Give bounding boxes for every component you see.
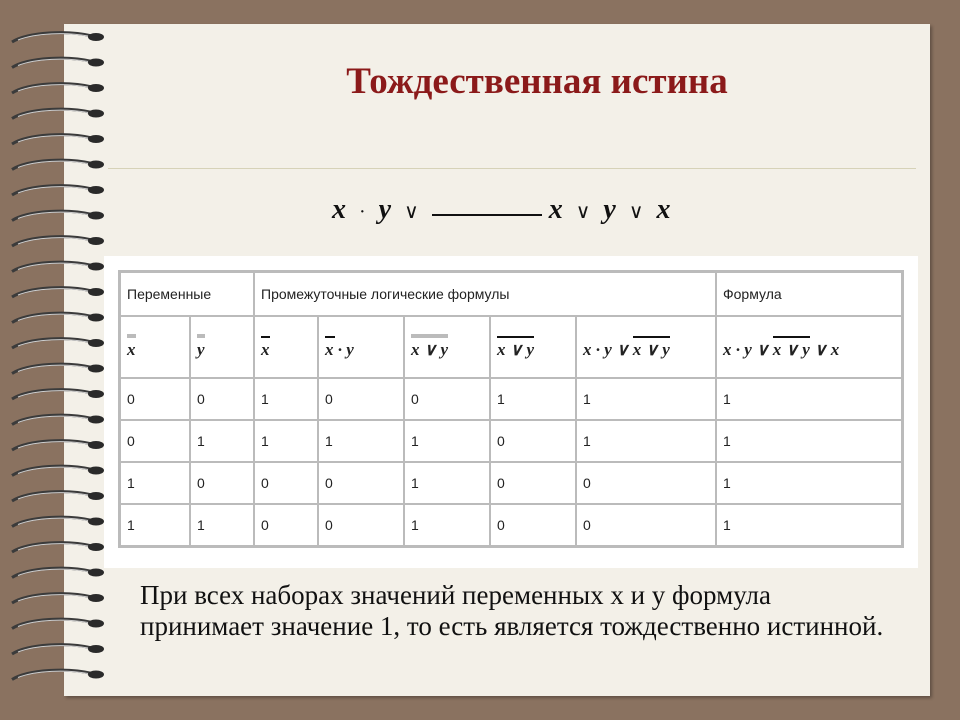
- truth-table-box: [104, 256, 918, 568]
- spiral-hole: [88, 569, 104, 577]
- spiral-hole: [88, 620, 104, 628]
- spiral-hole: [88, 84, 104, 92]
- negation-bar: [432, 214, 542, 216]
- table-row: 1 0 0 0 1 0 0 1: [120, 462, 902, 504]
- formula-cell-not-x-and-y: x · y: [318, 316, 404, 378]
- spiral-hole: [88, 110, 104, 118]
- formula-or1: ∨: [404, 201, 419, 223]
- spiral-hole: [88, 365, 104, 373]
- spiral-hole: [88, 33, 104, 41]
- formula-or2: ∨: [575, 201, 591, 223]
- table-row: 0 0 1 0 0 1 1 1: [120, 378, 902, 420]
- divider: [108, 168, 916, 169]
- table-row: 1 1 0 0 1 0 0 1: [120, 504, 902, 546]
- formula-cell-y: y: [190, 316, 254, 378]
- formula-y2: y: [603, 194, 616, 225]
- spiral-hole: [88, 161, 104, 169]
- spiral-hole: [88, 263, 104, 271]
- spiral-hole: [88, 339, 104, 347]
- spiral-hole: [88, 288, 104, 296]
- formula-cell-final: x · y ∨ x ∨ y ∨ x: [716, 316, 902, 378]
- header-intermediate: Промежуточные логические формулы: [254, 272, 716, 316]
- spiral-hole: [88, 467, 104, 475]
- formula-y1: y: [378, 194, 392, 225]
- spiral-hole: [88, 416, 104, 424]
- formula-cell-x-or-y: x ∨ y: [404, 316, 490, 378]
- spiral-hole: [88, 645, 104, 653]
- spiral-hole: [88, 314, 104, 322]
- spiral-hole: [88, 390, 104, 398]
- spiral-hole: [88, 59, 104, 67]
- spiral-hole: [88, 237, 104, 245]
- formula-cell-not-x-or-y: x ∨ y: [490, 316, 576, 378]
- header-formula: Формула: [716, 272, 902, 316]
- spiral-hole: [88, 594, 104, 602]
- header-variables: Переменные: [120, 272, 254, 316]
- spiral-hole: [88, 135, 104, 143]
- formula-x1: x: [332, 194, 346, 225]
- notebook-spiral: [8, 26, 118, 706]
- spiral-hole: [88, 543, 104, 551]
- spiral-hole: [88, 441, 104, 449]
- formula-x2: x: [548, 194, 563, 225]
- formula-cell-combined: x · y ∨ x ∨ y: [576, 316, 716, 378]
- spiral-hole: [88, 186, 104, 194]
- slide-title: Тождественная истина: [346, 61, 728, 102]
- table-row: 0 1 1 1 1 0 1 1: [120, 420, 902, 462]
- truth-table: [118, 270, 904, 548]
- formula-cell-x: x: [120, 316, 190, 378]
- conclusion-text: При всех наборах значений переменных х и у формула принимает значение 1, то есть является тождественно истинной.: [140, 580, 884, 641]
- spiral-hole: [88, 212, 104, 220]
- formula-x3: x: [656, 194, 671, 225]
- spiral-hole: [88, 671, 104, 679]
- formula-cell-not-x: x: [254, 316, 318, 378]
- formula-dot: ·: [359, 201, 366, 223]
- formula-negated-group: [432, 184, 616, 226]
- formula-or3: ∨: [628, 201, 644, 223]
- spiral-hole: [88, 492, 104, 500]
- spiral-hole: [88, 518, 104, 526]
- main-formula: [332, 184, 670, 244]
